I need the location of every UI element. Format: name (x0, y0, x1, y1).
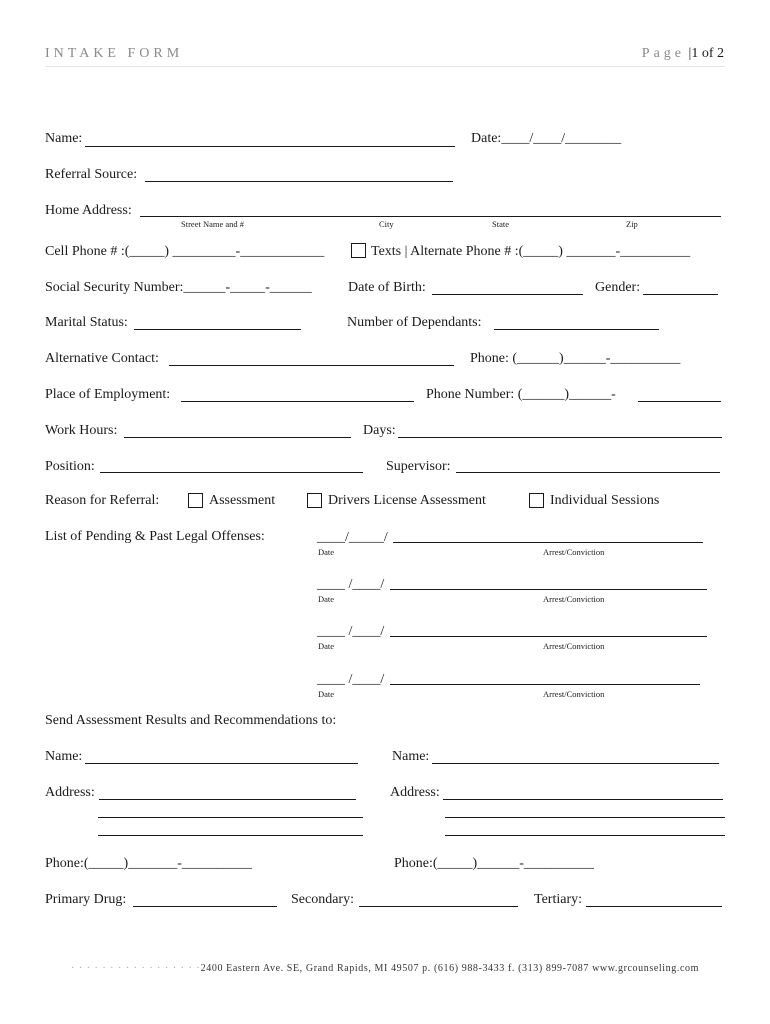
alt-contact-field[interactable] (169, 365, 454, 366)
recipient2-name-field[interactable] (432, 763, 719, 764)
recipient-name-field[interactable] (85, 763, 358, 764)
referral-source-label: Referral Source: (45, 167, 138, 182)
state-caption: State (492, 219, 509, 229)
alt-contact-label: Alternative Contact: (45, 351, 159, 366)
recipient-name-label: Name: (45, 749, 83, 764)
offense-arrest-caption: Arrest/Conviction (543, 547, 605, 557)
offense-arrest-caption: Arrest/Conviction (543, 689, 605, 699)
offenses-label: List of Pending & Past Legal Offenses: (45, 529, 265, 544)
offense-arrest-field[interactable] (390, 684, 700, 685)
gender-field[interactable] (643, 294, 718, 295)
assessment-option-label: Assessment (209, 493, 276, 508)
page-number: 1 of 2 (691, 46, 724, 61)
days-label: Days: (363, 423, 396, 438)
referral-source-field[interactable] (145, 181, 453, 182)
marital-status-label: Marital Status: (45, 315, 128, 330)
tertiary-drug-field[interactable] (586, 906, 722, 907)
individual-sessions-option-label: Individual Sessions (550, 493, 660, 508)
employer-phone-label[interactable]: Phone Number: (______)______- (426, 387, 616, 402)
page-label: Page (641, 46, 686, 61)
offense-arrest-field[interactable] (393, 542, 703, 543)
recipient2-address-field[interactable] (443, 799, 723, 800)
secondary-drug-field[interactable] (359, 906, 518, 907)
name-field[interactable] (85, 146, 455, 147)
tertiary-drug-label: Tertiary: (534, 892, 582, 907)
days-field[interactable] (398, 437, 722, 438)
recipient2-address-line2[interactable] (445, 817, 725, 818)
recipient2-address-label: Address: (390, 785, 440, 800)
name-label: Name: (45, 131, 83, 146)
position-field[interactable] (100, 472, 363, 473)
work-hours-field[interactable] (124, 437, 351, 438)
offense-date-field[interactable]: ____/_____/ (317, 530, 388, 545)
send-results-heading: Send Assessment Results and Recommendations to: (45, 713, 337, 728)
offense-arrest-field[interactable] (390, 636, 707, 637)
assessment-checkbox[interactable] (188, 493, 203, 508)
recipient-phone-field[interactable]: Phone:(_____)_______-__________ (45, 856, 252, 871)
footer (0, 963, 770, 974)
cell-phone-field[interactable]: Cell Phone # :(_____) _________-____________ (45, 244, 325, 259)
employment-label: Place of Employment: (45, 387, 171, 402)
recipient-address-line3[interactable] (98, 835, 363, 836)
alt-contact-phone-field[interactable]: Phone: (______)______-__________ (470, 351, 681, 366)
offense-date-caption: Date (318, 547, 335, 557)
home-address-label: Home Address: (45, 203, 132, 218)
supervisor-field[interactable] (456, 472, 720, 473)
dependants-label: Number of Dependants: (347, 315, 482, 330)
primary-drug-label: Primary Drug: (45, 892, 127, 907)
alternate-phone-field[interactable]: Texts | Alternate Phone # :(_____) _______-__________ (371, 244, 691, 259)
employer-phone-field[interactable] (638, 401, 721, 402)
reason-referral-label: Reason for Referral: (45, 493, 160, 508)
offense-arrest-caption: Arrest/Conviction (543, 641, 605, 651)
offense-arrest-field[interactable] (390, 589, 707, 590)
page-indicator: Page |1 of 2 (641, 46, 724, 61)
supervisor-label: Supervisor: (386, 459, 451, 474)
employment-field[interactable] (181, 401, 414, 402)
dob-field[interactable] (432, 294, 583, 295)
drivers-license-option-label: Drivers License Assessment (328, 493, 486, 508)
recipient2-address-line3[interactable] (445, 835, 725, 836)
recipient-address-field[interactable] (99, 799, 356, 800)
ssn-field[interactable]: Social Security Number:______-_____-______ (45, 280, 312, 295)
recipient2-phone-field[interactable]: Phone:(_____)______-__________ (394, 856, 594, 871)
offense-date-caption: Date (318, 641, 335, 651)
drivers-license-checkbox[interactable] (307, 493, 322, 508)
street-caption: Street Name and # (181, 219, 245, 229)
header-divider (45, 66, 725, 67)
dependants-field[interactable] (494, 329, 659, 330)
primary-drug-field[interactable] (133, 906, 277, 907)
offense-date-field[interactable]: ____ /____/ (317, 672, 385, 687)
individual-sessions-checkbox[interactable] (529, 493, 544, 508)
work-hours-label: Work Hours: (45, 423, 118, 438)
recipient-address-line2[interactable] (98, 817, 363, 818)
home-address-field[interactable] (140, 216, 721, 217)
offense-date-caption: Date (318, 689, 335, 699)
recipient2-name-label: Name: (392, 749, 430, 764)
date-field[interactable]: Date:____/____/________ (471, 131, 622, 146)
zip-caption: Zip (626, 219, 638, 229)
dob-label: Date of Birth: (348, 280, 426, 295)
marital-status-field[interactable] (134, 329, 301, 330)
offense-date-field[interactable]: ____ /____/ (317, 577, 385, 592)
recipient-address-label: Address: (45, 785, 95, 800)
texts-checkbox[interactable] (351, 243, 366, 258)
offense-date-caption: Date (318, 594, 335, 604)
secondary-drug-label: Secondary: (291, 892, 354, 907)
offense-date-field[interactable]: ____ /____/ (317, 624, 385, 639)
city-caption: City (379, 219, 394, 229)
footer-contact: 2400 Eastern Ave. SE, Grand Rapids, MI 49507 p. (616) 988-3433 f. (313) 899-7087 www.grcounseling.com (200, 963, 699, 974)
position-label: Position: (45, 459, 95, 474)
gender-label: Gender: (595, 280, 641, 295)
form-title: INTAKE FORM (45, 46, 184, 61)
offense-arrest-caption: Arrest/Conviction (543, 594, 605, 604)
footer-dots: · · · · · · · · · · · · · · · · · (71, 963, 201, 974)
